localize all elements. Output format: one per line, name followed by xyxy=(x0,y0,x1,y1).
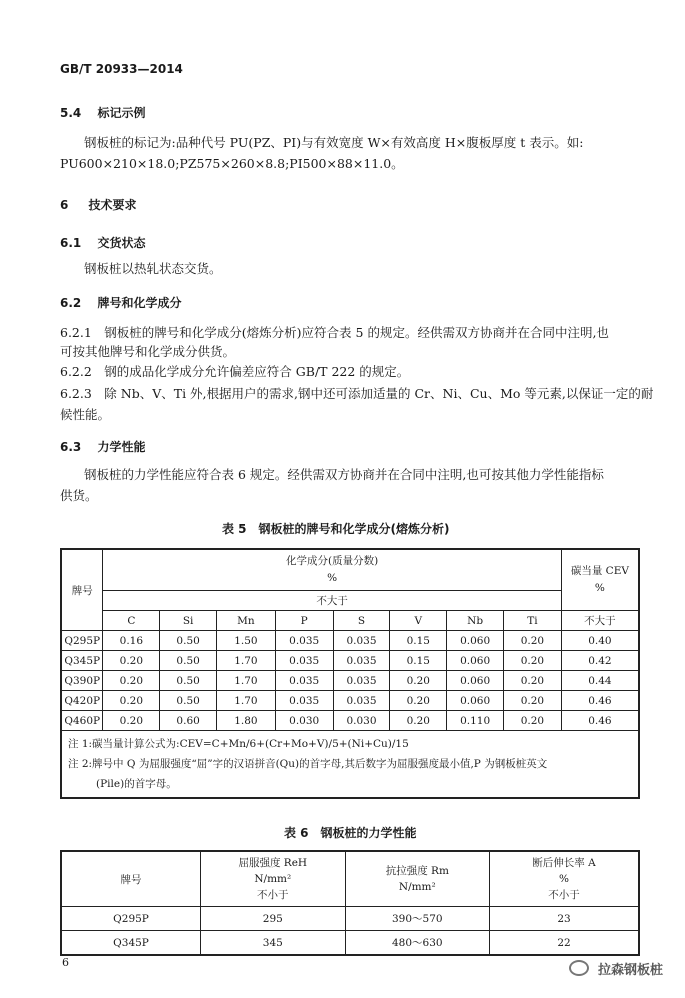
section-6-3-heading xyxy=(60,438,145,455)
paragraph: 可按其他牌号和化学成分供货。 xyxy=(60,344,236,359)
section-6-heading xyxy=(60,196,137,213)
col-header: Nb xyxy=(447,611,504,631)
section-number: 6 xyxy=(60,198,69,212)
section-number: 5.4 xyxy=(60,106,82,120)
note-2: 注 2:牌号中 Q 为屈服强度“屈”字的汉语拼音(Qu)的首字母,其后数字为屈服强度最小值,P 为钢板桩英文 xyxy=(68,758,548,770)
value-cell: 0.035 xyxy=(333,671,390,691)
grade-cell: Q460P xyxy=(61,711,103,731)
grade-cell: Q345P xyxy=(61,931,201,956)
note-2-cont: (Pile)的首字母。 xyxy=(96,778,177,790)
table-row xyxy=(61,711,639,731)
watermark-text: 拉森钢板桩 xyxy=(597,963,663,978)
paragraph: 钢板桩以热轧状态交货。 xyxy=(84,261,222,276)
value-cell: 0.060 xyxy=(447,651,504,671)
section-number: 6.3 xyxy=(60,440,82,454)
value-cell: 1.70 xyxy=(217,651,276,671)
header-cev xyxy=(561,549,639,611)
table-row xyxy=(61,671,639,691)
value-cell: 0.44 xyxy=(561,671,639,691)
value-cell: 0.060 xyxy=(447,631,504,651)
value-cell: 0.060 xyxy=(447,671,504,691)
table-6-caption: 表 6 钢板桩的力学性能 xyxy=(284,826,417,840)
value-cell: 390～570 xyxy=(345,907,490,931)
value-cell: 22 xyxy=(490,931,639,956)
grade-cell: Q295P xyxy=(61,631,103,651)
paragraph: 6.2.2 钢的成品化学成分允许偏差应符合 GB/T 222 的规定。 xyxy=(60,364,410,379)
value-cell: 1.50 xyxy=(217,631,276,651)
cev-unit: % xyxy=(594,582,605,594)
table-row xyxy=(61,907,639,931)
chem-unit: % xyxy=(327,572,338,584)
grade-cell: Q295P xyxy=(61,907,201,931)
paragraph: PU600×210×18.0;PZ575×260×8.8;PI500×88×11.0。 xyxy=(60,156,404,171)
grade-cell: Q345P xyxy=(61,651,103,671)
elong-label: 断后伸长率 A xyxy=(532,857,596,869)
section-6-1-heading xyxy=(60,234,145,251)
grade-cell: Q390P xyxy=(61,671,103,691)
col-header: P xyxy=(275,611,333,631)
value-cell: 0.20 xyxy=(103,671,160,691)
yield-notless: 不小于 xyxy=(257,889,289,901)
value-cell: 0.20 xyxy=(103,711,160,731)
value-cell: 0.40 xyxy=(561,631,639,651)
section-title: 交货状态 xyxy=(97,236,146,250)
value-cell: 0.60 xyxy=(160,711,217,731)
value-cell: 0.20 xyxy=(504,651,562,671)
value-cell: 1.70 xyxy=(217,671,276,691)
table-row xyxy=(61,651,639,671)
section-number: 6.1 xyxy=(60,236,82,250)
value-cell: 0.035 xyxy=(275,691,333,711)
value-cell: 0.030 xyxy=(275,711,333,731)
col-header: V xyxy=(390,611,447,631)
elong-notless: 不小于 xyxy=(548,889,580,901)
value-cell: 0.15 xyxy=(390,651,447,671)
header-yield xyxy=(201,851,346,907)
watermark xyxy=(569,959,663,978)
value-cell: 0.035 xyxy=(333,651,390,671)
standard-header: GB/T 20933—2014 xyxy=(60,62,183,76)
header-tensile xyxy=(345,851,490,907)
header-grade: 牌号 xyxy=(61,549,103,631)
tensile-label: 抗拉强度 Rm xyxy=(385,865,449,877)
table-row xyxy=(61,931,639,956)
value-cell: 0.20 xyxy=(504,631,562,651)
paragraph: 供货。 xyxy=(60,488,98,503)
table-5 xyxy=(60,548,640,799)
section-title: 力学性能 xyxy=(97,440,146,454)
value-cell: 0.030 xyxy=(333,711,390,731)
col-header: Mn xyxy=(217,611,276,631)
yield-unit: N/mm² xyxy=(254,873,292,885)
col-header: S xyxy=(333,611,390,631)
value-cell: 0.42 xyxy=(561,651,639,671)
section-title: 牌号和化学成分 xyxy=(97,296,182,310)
col-header: Ti xyxy=(504,611,562,631)
elong-unit: % xyxy=(559,873,570,885)
tensile-unit: N/mm² xyxy=(398,881,436,893)
value-cell: 480～630 xyxy=(345,931,490,956)
header-chem xyxy=(103,549,561,591)
value-cell: 0.20 xyxy=(390,711,447,731)
value-cell: 0.50 xyxy=(160,651,217,671)
section-6-2-heading xyxy=(60,294,181,311)
header-elongation xyxy=(490,851,639,907)
cev-label: 碳当量 CEV xyxy=(570,565,629,577)
col-header: C xyxy=(103,611,160,631)
paragraph: 钢板桩的力学性能应符合表 6 规定。经供需双方协商并在合同中注明,也可按其他力学性能指标 xyxy=(84,467,604,482)
value-cell: 0.50 xyxy=(160,671,217,691)
note-1: 注 1:碳当量计算公式为:CEV=C+Mn/6+(Cr+Mo+V)/5+(Ni+Cu)/15 xyxy=(68,738,409,750)
header-notmore: 不大于 xyxy=(103,591,561,611)
value-cell: 0.15 xyxy=(390,631,447,651)
value-cell: 0.20 xyxy=(390,691,447,711)
wechat-icon xyxy=(569,960,589,976)
value-cell: 295 xyxy=(201,907,346,931)
chem-label: 化学成分(质量分数) xyxy=(286,555,379,567)
section-5-4-heading xyxy=(60,104,145,121)
value-cell: 0.50 xyxy=(160,631,217,651)
yield-label: 屈服强度 ReH xyxy=(238,857,308,869)
value-cell: 0.20 xyxy=(103,691,160,711)
value-cell: 0.20 xyxy=(390,671,447,691)
page-number: 6 xyxy=(62,956,69,969)
value-cell: 345 xyxy=(201,931,346,956)
value-cell: 0.035 xyxy=(333,631,390,651)
value-cell: 0.20 xyxy=(504,671,562,691)
table-5-caption: 表 5 钢板桩的牌号和化学成分(熔炼分析) xyxy=(222,522,450,536)
value-cell: 0.035 xyxy=(275,671,333,691)
value-cell: 0.110 xyxy=(447,711,504,731)
header-grade: 牌号 xyxy=(61,851,201,907)
table-row xyxy=(61,691,639,711)
value-cell: 0.035 xyxy=(333,691,390,711)
value-cell: 23 xyxy=(490,907,639,931)
value-cell: 0.035 xyxy=(275,631,333,651)
paragraph: 钢板桩的标记为:品种代号 PU(PZ、PI)与有效宽度 W×有效高度 H×腹板厚度 t 表示。如: xyxy=(84,135,584,150)
table-6 xyxy=(60,850,640,956)
col-header: Si xyxy=(160,611,217,631)
value-cell: 0.46 xyxy=(561,691,639,711)
value-cell: 0.50 xyxy=(160,691,217,711)
value-cell: 0.060 xyxy=(447,691,504,711)
value-cell: 0.20 xyxy=(103,651,160,671)
paragraph: 6.2.1 钢板桩的牌号和化学成分(熔炼分析)应符合表 5 的规定。经供需双方协商并在合同中注明,也 xyxy=(60,325,609,340)
grade-cell: Q420P xyxy=(61,691,103,711)
value-cell: 0.20 xyxy=(504,711,562,731)
paragraph: 6.2.3 除 Nb、V、Ti 外,根据用户的需求,钢中还可添加适量的 Cr、Ni、Cu、Mo 等元素,以保证一定的耐 xyxy=(60,386,654,401)
table-row xyxy=(61,631,639,651)
section-title: 标记示例 xyxy=(97,106,146,120)
value-cell: 0.20 xyxy=(504,691,562,711)
value-cell: 0.035 xyxy=(275,651,333,671)
table-5-notes xyxy=(61,731,639,799)
value-cell: 1.70 xyxy=(217,691,276,711)
value-cell: 1.80 xyxy=(217,711,276,731)
value-cell: 0.46 xyxy=(561,711,639,731)
section-title: 技术要求 xyxy=(88,198,137,212)
value-cell: 0.16 xyxy=(103,631,160,651)
header-cev-notmore: 不大于 xyxy=(561,611,639,631)
section-number: 6.2 xyxy=(60,296,82,310)
paragraph: 候性能。 xyxy=(60,407,111,422)
